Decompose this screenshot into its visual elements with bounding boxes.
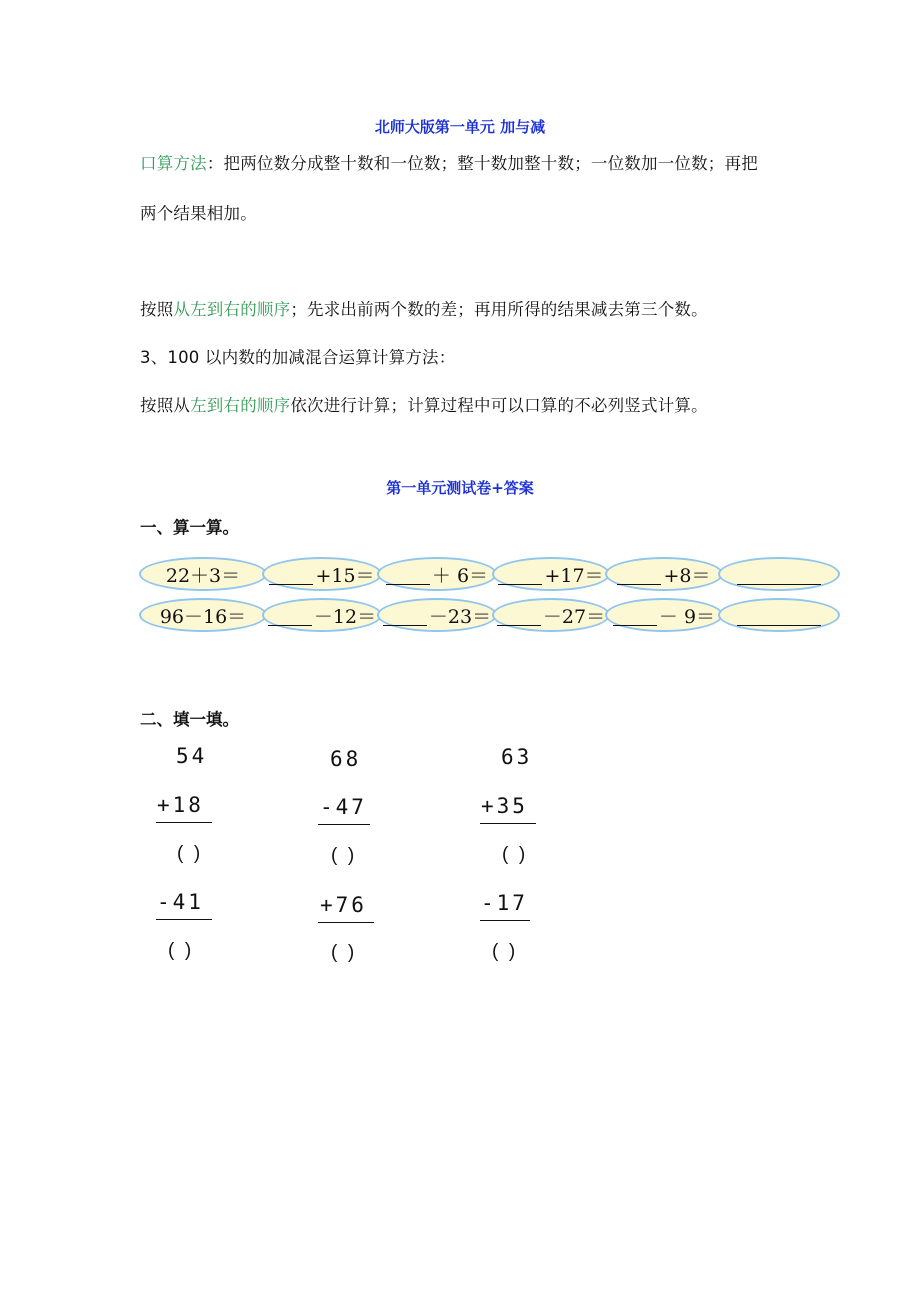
col1-operation2: -41 bbox=[157, 890, 204, 914]
method-text: ：把两位数分成整十数和一位数；整十数加整十数；一位数加一位数；再把 bbox=[206, 154, 758, 173]
calc-text: －12＝ bbox=[313, 605, 377, 628]
calc-oval-r1-6 bbox=[718, 557, 840, 591]
col2-underline1 bbox=[318, 824, 370, 825]
calc-text: 96－16＝ bbox=[159, 605, 247, 628]
col2-operation1: -47 bbox=[320, 795, 367, 819]
calc-oval-r2-5 bbox=[605, 598, 723, 632]
answer-blank[interactable] bbox=[737, 605, 821, 626]
calc-text: +8＝ bbox=[663, 564, 711, 587]
col3-top-number: 63 bbox=[501, 745, 533, 769]
order-highlight: 从左到右的顺序 bbox=[173, 300, 291, 319]
calc-oval-r2-2 bbox=[262, 598, 382, 632]
calc-text: +15＝ bbox=[315, 564, 375, 587]
col3-answer2[interactable]: ( ) bbox=[492, 941, 516, 962]
calc-text: ＋ 6＝ bbox=[431, 564, 489, 587]
calc-oval-r2-1 bbox=[139, 598, 267, 632]
calc-oval-r1-4 bbox=[492, 557, 610, 591]
calc-oval-r1-2 bbox=[262, 557, 382, 591]
calc-oval-r2-6 bbox=[718, 598, 840, 632]
mixed-operation-text bbox=[140, 392, 708, 416]
test-title: 第一单元测试卷+答案 bbox=[386, 479, 534, 497]
col3-underline1 bbox=[480, 823, 536, 824]
calc-text: －23＝ bbox=[428, 605, 492, 628]
mental-math-method-line1 bbox=[140, 150, 758, 174]
calc-oval-r2-3 bbox=[377, 598, 497, 632]
answer-blank[interactable] bbox=[613, 605, 657, 626]
col3-operation1: +35 bbox=[481, 794, 528, 818]
col1-underline2 bbox=[156, 919, 212, 920]
col1-top-number: 54 bbox=[176, 744, 208, 768]
col3-underline2 bbox=[480, 920, 530, 921]
mixed-highlight: 左到右的顺序 bbox=[190, 396, 291, 415]
calc-oval-r1-5 bbox=[605, 557, 723, 591]
section2-heading: 二、填一填。 bbox=[140, 710, 239, 729]
calc-oval-r1-3 bbox=[377, 557, 497, 591]
answer-blank[interactable] bbox=[269, 564, 313, 585]
answer-blank[interactable] bbox=[617, 564, 661, 585]
answer-blank[interactable] bbox=[268, 605, 312, 626]
mixed-rest: 依次进行计算；计算过程中可以口算的不必列竖式计算。 bbox=[290, 396, 708, 415]
method-label: 口算方法 bbox=[140, 154, 207, 173]
order-rest: ；先求出前两个数的差；再用所得的结果减去第三个数。 bbox=[290, 300, 708, 319]
col1-operation1: +18 bbox=[157, 793, 204, 817]
page-title: 北师大版第一单元 加与减 bbox=[374, 118, 546, 136]
col2-answer2[interactable]: ( ) bbox=[331, 942, 355, 963]
order-prefix: 按照 bbox=[140, 300, 174, 319]
answer-blank[interactable] bbox=[498, 564, 542, 585]
col2-underline2 bbox=[318, 922, 374, 923]
col2-top-number: 68 bbox=[330, 747, 362, 771]
answer-blank[interactable] bbox=[497, 605, 541, 626]
answer-blank[interactable] bbox=[386, 564, 430, 585]
calc-oval-r1-1 bbox=[139, 557, 267, 591]
calc-oval-r2-4 bbox=[492, 598, 610, 632]
calc-text: +17＝ bbox=[544, 564, 604, 587]
col1-underline1 bbox=[156, 822, 212, 823]
col2-answer1[interactable]: ( ) bbox=[331, 845, 355, 866]
col3-answer1[interactable]: ( ) bbox=[502, 844, 526, 865]
calc-text: －27＝ bbox=[542, 605, 606, 628]
section1-heading: 一、算一算。 bbox=[140, 518, 239, 537]
answer-blank[interactable] bbox=[737, 564, 821, 585]
col1-answer1[interactable]: ( ) bbox=[177, 843, 201, 864]
mixed-prefix: 按照从 bbox=[140, 396, 191, 415]
calc-text: 22＋3＝ bbox=[165, 564, 241, 587]
calc-text: － 9＝ bbox=[658, 605, 716, 628]
subtraction-order-text bbox=[140, 296, 708, 320]
col2-operation2: +76 bbox=[320, 893, 367, 917]
answer-blank[interactable] bbox=[383, 605, 427, 626]
mixed-operation-heading: 3、100 以内数的加减混合运算计算方法： bbox=[140, 348, 456, 367]
mental-math-method-line2: 两个结果相加。 bbox=[140, 204, 257, 223]
col1-answer2[interactable]: ( ) bbox=[168, 940, 192, 961]
col3-operation2: -17 bbox=[481, 891, 528, 915]
